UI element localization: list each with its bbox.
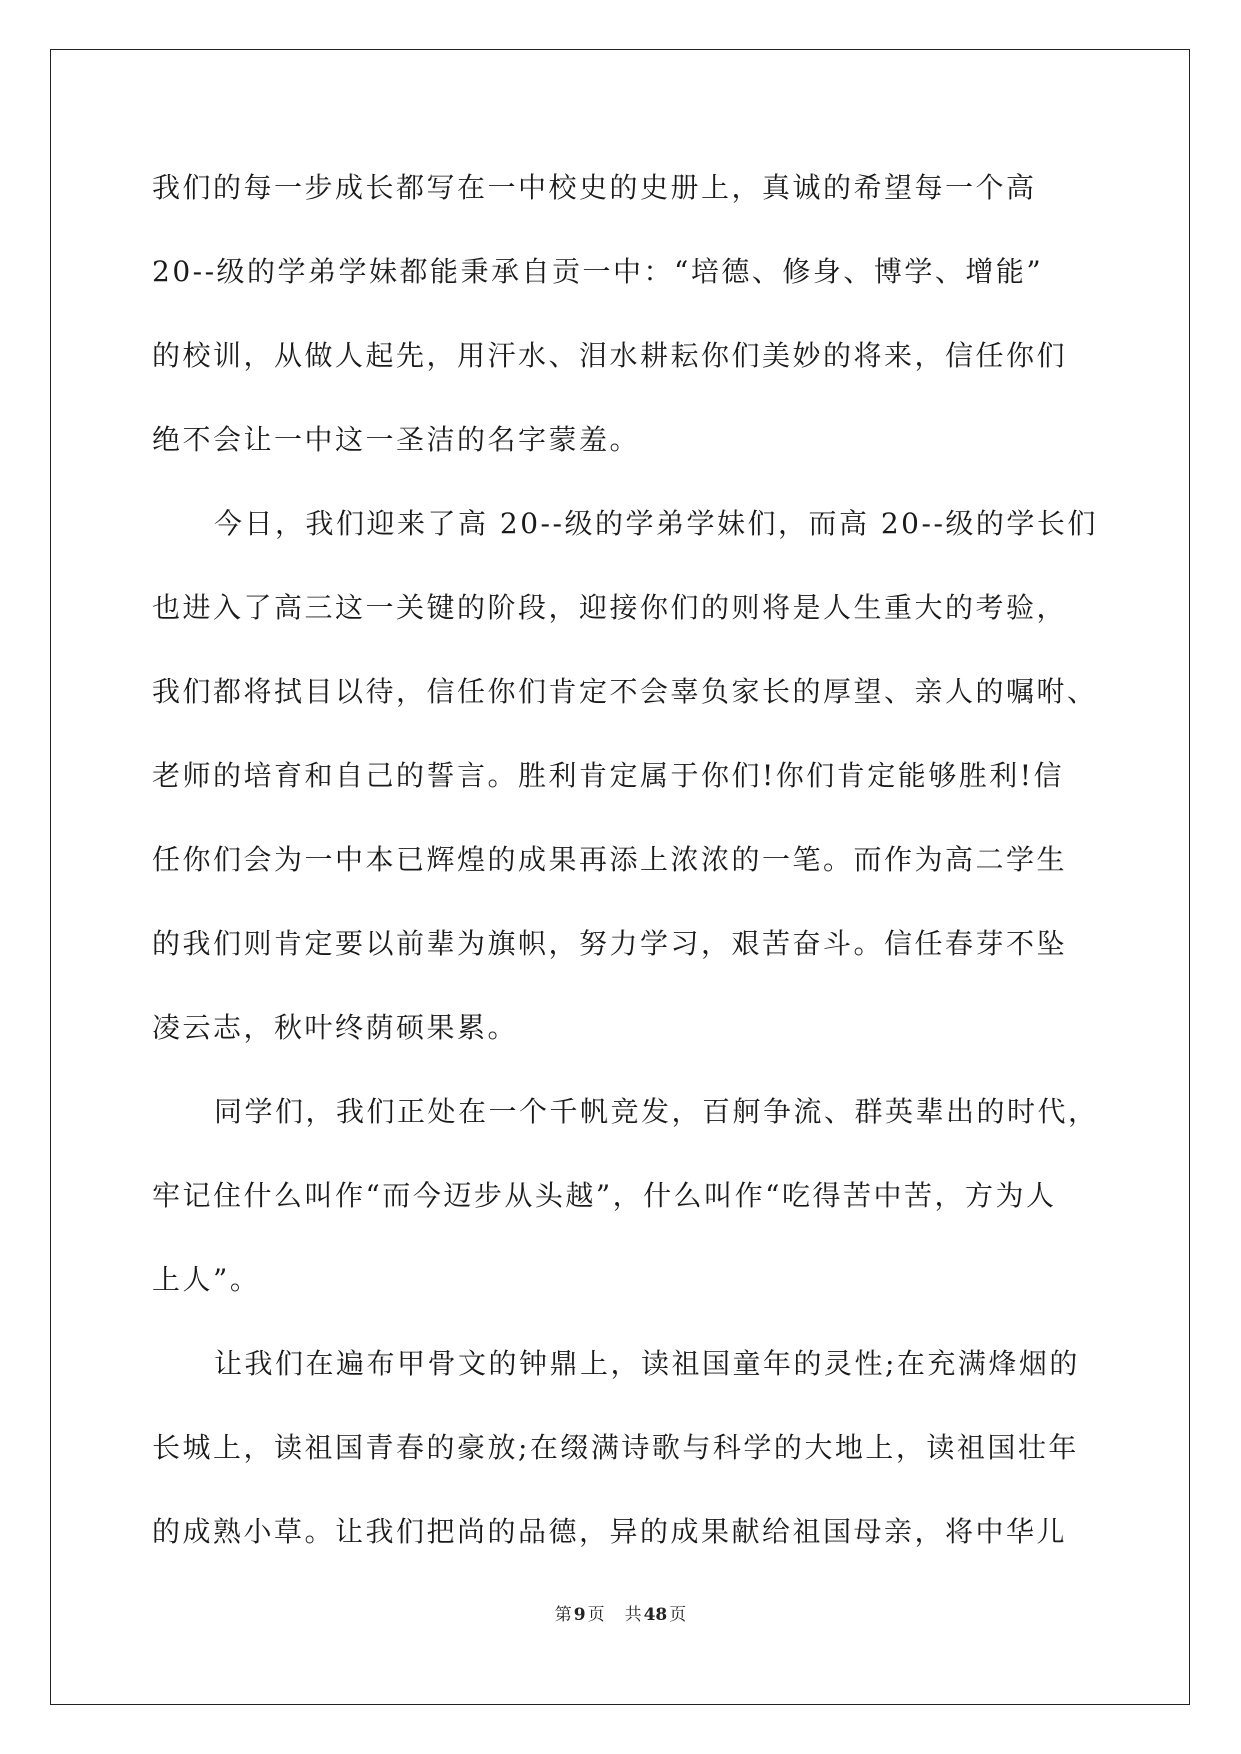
text-line-10: 的我们则肯定要以前辈为旗帜，努力学习，艰苦奋斗。信任春芽不坠 bbox=[152, 927, 1068, 960]
text-line-12: 同学们，我们正处在一个千帆竞发，百舸争流、群英辈出的时代， bbox=[214, 1095, 1099, 1128]
text-line-1: 我们的每一步成长都写在一中校史的史册上，真诚的希望每一个高 bbox=[152, 171, 1037, 204]
text-line-2: 20--级的学弟学妹都能秉承自贡一中：“培德、修身、博学、增能” bbox=[152, 255, 1044, 288]
total-prefix: 共 bbox=[624, 1605, 642, 1625]
text-line-13: 牢记住什么叫作“而今迈步从头越”，什么叫作“吃得苦中苦，方为人 bbox=[152, 1179, 1057, 1212]
text-line-3: 的校训，从做人起先，用汗水、泪水耕耘你们美妙的将来，信任你们 bbox=[152, 339, 1068, 372]
text-line-5: 今日，我们迎来了高 20--级的学弟学妹们，而高 20--级的学长们 bbox=[214, 507, 1098, 540]
text-line-4: 绝不会让一中这一圣洁的名字蒙羞。 bbox=[152, 423, 641, 456]
total-suffix: 页 bbox=[669, 1605, 687, 1625]
document-body bbox=[152, 160, 1099, 1588]
page-footer bbox=[0, 1600, 1241, 1625]
page-prefix: 第 bbox=[554, 1605, 572, 1625]
text-line-14: 上人”。 bbox=[152, 1263, 261, 1296]
text-line-11: 凌云志，秋叶终荫硕果累。 bbox=[152, 1011, 519, 1044]
text-line-9: 任你们会为一中本已辉煌的成果再添上浓浓的一笔。而作为高二学生 bbox=[152, 843, 1068, 876]
page-number: 9 bbox=[573, 1605, 586, 1625]
text-line-8: 老师的培育和自己的誓言。胜利肯定属于你们!你们肯定能够胜利!信 bbox=[152, 759, 1065, 792]
text-line-6: 也进入了高三这一关键的阶段，迎接你们的则将是人生重大的考验， bbox=[152, 591, 1068, 624]
text-line-17: 的成熟小草。让我们把尚的品德，异的成果献给祖国母亲，将中华儿 bbox=[152, 1515, 1068, 1548]
text-line-15: 让我们在遍布甲骨文的钟鼎上，读祖国童年的灵性;在充满烽烟的 bbox=[214, 1347, 1080, 1380]
page-suffix: 页 bbox=[587, 1605, 605, 1625]
text-line-7: 我们都将拭目以待，信任你们肯定不会辜负家长的厚望、亲人的嘱咐、 bbox=[152, 675, 1098, 708]
text-line-16: 长城上，读祖国青春的豪放;在缀满诗歌与科学的大地上，读祖国壮年 bbox=[152, 1431, 1079, 1464]
total-pages: 48 bbox=[643, 1605, 668, 1625]
